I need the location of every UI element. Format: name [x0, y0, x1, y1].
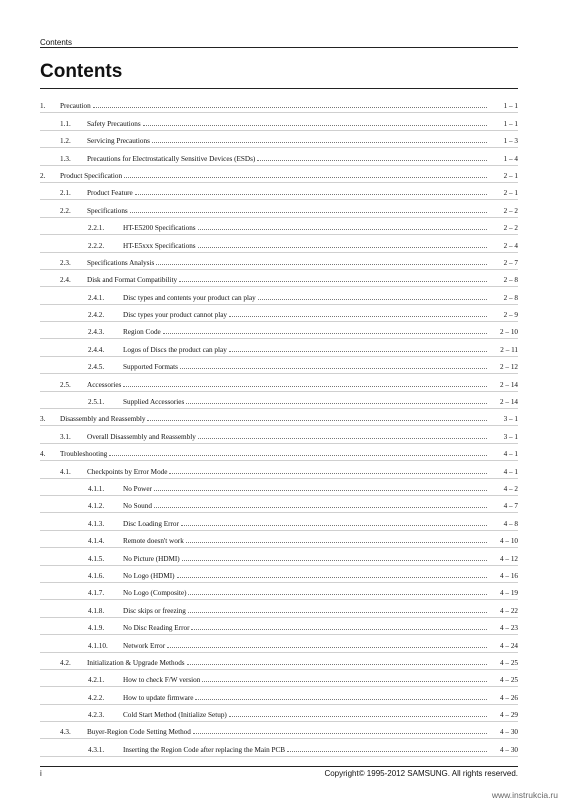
toc-entry-page: 2 – 14: [500, 398, 518, 407]
toc-dot-leader: [188, 594, 487, 595]
toc-entry-title: Disc Loading Error: [123, 519, 179, 528]
toc-entry-number: 2.5.: [60, 380, 71, 389]
toc-entry-number: 4.1.6.: [88, 571, 105, 580]
toc-entry-title: Initialization & Upgrade Methods: [87, 658, 185, 667]
toc-entry-number: 2.4.2.: [88, 311, 105, 320]
toc-entry-number: 4.2.: [60, 658, 71, 667]
page-title: Contents: [40, 61, 123, 82]
toc-entry-page: 4 – 25: [500, 658, 518, 667]
toc-entry-number: 4.3.: [60, 728, 71, 737]
toc-entry[interactable]: [40, 635, 518, 652]
toc-entry-number: 2.2.1.: [88, 224, 105, 233]
toc-entry[interactable]: [40, 166, 518, 183]
toc-entry-title: Buyer-Region Code Setting Method: [87, 728, 191, 737]
toc-entry[interactable]: [40, 270, 518, 287]
toc-entry-title: Safety Precautions: [87, 119, 141, 128]
toc-entry-number: 4.1.10.: [88, 641, 108, 650]
toc-entry-title: Remote doesn't work: [123, 537, 184, 546]
toc-entry-title: Disk and Format Compatibility: [87, 276, 178, 285]
toc-entry-title: No Logo (HDMI): [123, 571, 175, 580]
toc-entry[interactable]: [40, 131, 518, 148]
toc-dot-leader: [167, 647, 487, 648]
toc-entry-number: 2.4.3.: [88, 328, 105, 337]
toc-entry-number: 1.1.: [60, 119, 71, 128]
toc-dot-leader: [181, 525, 487, 526]
toc-dot-leader: [124, 177, 487, 178]
toc-entry-page: 2 – 8: [503, 276, 518, 285]
toc-entry-page: 4 – 2: [503, 484, 518, 493]
toc-entry-page: 2 – 4: [503, 241, 518, 250]
toc-entry-number: 3.: [40, 415, 46, 424]
toc-entry-title: Cold Start Method (Initialize Setup): [123, 711, 227, 720]
toc-entry-title: Specifications Analysis: [87, 258, 155, 267]
toc-dot-leader: [193, 733, 487, 734]
footer-copyright: Copyright© 1995-2012 SAMSUNG. All rights reserved.: [324, 769, 518, 778]
toc-entry[interactable]: [40, 218, 518, 235]
toc-entry-page: 2 – 12: [500, 363, 518, 372]
toc-entry-page: 4 – 30: [500, 728, 518, 737]
toc-dot-leader: [198, 229, 487, 230]
toc-dot-leader: [154, 507, 487, 508]
toc-entry-page: 4 – 22: [500, 606, 518, 615]
toc-entry-page: 1 – 1: [503, 119, 518, 128]
toc-entry-page: 2 – 11: [500, 345, 518, 354]
toc-dot-leader: [123, 386, 487, 387]
toc-entry-title: Checkpoints by Error Mode: [87, 467, 168, 476]
toc-dot-leader: [156, 264, 487, 265]
toc-entry-page: 4 – 29: [500, 711, 518, 720]
toc-entry[interactable]: [40, 548, 518, 565]
toc-entry-number: 4.2.3.: [88, 711, 105, 720]
toc-entry-title: HT-E5xxx Specifications: [123, 241, 196, 250]
toc-entry[interactable]: [40, 183, 518, 200]
toc-entry-title: Accessories: [87, 380, 122, 389]
toc-entry-number: 2.1.: [60, 189, 71, 198]
toc-entry-title: Logos of Discs the product can play: [123, 345, 227, 354]
toc-entry-title: Disc types your product cannot play: [123, 311, 227, 320]
toc-entry[interactable]: [40, 583, 518, 600]
toc-dot-leader: [179, 281, 487, 282]
toc-entry-title: Precaution: [60, 102, 91, 111]
toc-entry-page: 3 – 1: [503, 415, 518, 424]
toc-entry[interactable]: [40, 235, 518, 252]
toc-entry-page: 4 – 26: [500, 693, 518, 702]
toc-entry-number: 4.2.1.: [88, 676, 105, 685]
toc-entry[interactable]: [40, 687, 518, 704]
toc-entry-title: No Picture (HDMI): [123, 554, 180, 563]
toc-dot-leader: [180, 368, 487, 369]
toc-entry-page: 1 – 1: [503, 102, 518, 111]
toc-entry-title: Network Error: [123, 641, 166, 650]
toc-entry[interactable]: [40, 618, 518, 635]
toc-entry-title: Region Code: [123, 328, 161, 337]
toc-entry-page: 2 – 10: [500, 328, 518, 337]
toc-entry-title: Specifications: [87, 206, 128, 215]
toc-entry-title: No Logo (Composite): [123, 589, 187, 598]
toc-entry[interactable]: [40, 113, 518, 130]
table-of-contents: [40, 96, 518, 757]
toc-entry-page: 1 – 4: [503, 154, 518, 163]
toc-dot-leader: [229, 716, 487, 717]
toc-entry-title: How to check F/W version: [123, 676, 201, 685]
toc-entry-title: How to update firmware: [123, 693, 194, 702]
toc-entry[interactable]: [40, 496, 518, 513]
toc-entry-number: 4.1.8.: [88, 606, 105, 615]
toc-entry-page: 4 – 1: [503, 450, 518, 459]
toc-dot-leader: [198, 247, 487, 248]
toc-entry[interactable]: [40, 722, 518, 739]
toc-dot-leader: [163, 333, 487, 334]
toc-dot-leader: [152, 142, 487, 143]
toc-entry[interactable]: [40, 409, 518, 426]
toc-entry-title: Supplied Accessories: [123, 398, 185, 407]
toc-entry-number: 4.1.2.: [88, 502, 105, 511]
toc-entry[interactable]: [40, 513, 518, 530]
toc-dot-leader: [135, 194, 487, 195]
toc-entry-number: 2.4.1.: [88, 293, 105, 302]
toc-entry-page: 3 – 1: [503, 432, 518, 441]
toc-entry-page: 4 – 25: [500, 676, 518, 685]
toc-entry-number: 4.2.2.: [88, 693, 105, 702]
toc-entry[interactable]: [40, 200, 518, 217]
toc-entry-title: No Power: [123, 484, 152, 493]
toc-dot-leader: [287, 751, 487, 752]
toc-entry-page: 4 – 19: [500, 589, 518, 598]
title-divider: [40, 88, 518, 89]
toc-dot-leader: [258, 299, 487, 300]
toc-entry-page: 2 – 2: [503, 224, 518, 233]
toc-entry-title: HT-E5200 Specifications: [123, 224, 196, 233]
toc-entry-number: 2.2.: [60, 206, 71, 215]
toc-entry-number: 1.3.: [60, 154, 71, 163]
toc-entry[interactable]: [40, 287, 518, 304]
toc-entry[interactable]: [40, 705, 518, 722]
toc-entry-number: 3.1.: [60, 432, 71, 441]
toc-dot-leader: [169, 473, 487, 474]
footer-divider: [40, 766, 518, 767]
toc-entry-number: 2.4.4.: [88, 345, 105, 354]
toc-entry-number: 2.5.1.: [88, 398, 105, 407]
toc-entry-page: 2 – 2: [503, 206, 518, 215]
toc-entry[interactable]: [40, 96, 518, 113]
toc-entry[interactable]: [40, 670, 518, 687]
toc-entry[interactable]: [40, 479, 518, 496]
toc-entry-number: 2.: [40, 171, 46, 180]
toc-entry-page: 2 – 1: [503, 171, 518, 180]
toc-dot-leader: [147, 420, 487, 421]
toc-entry-page: 2 – 8: [503, 293, 518, 302]
toc-entry-title: Product Specification: [60, 171, 123, 180]
toc-dot-leader: [154, 490, 487, 491]
toc-entry-title: Supported Formats: [123, 363, 178, 372]
toc-entry[interactable]: [40, 600, 518, 617]
toc-entry[interactable]: [40, 444, 518, 461]
toc-entry-number: 4.3.1.: [88, 745, 105, 754]
toc-entry-page: 4 – 24: [500, 641, 518, 650]
toc-entry-number: 2.2.2.: [88, 241, 105, 250]
toc-entry-title: Disassembly and Reassembly: [60, 415, 146, 424]
toc-dot-leader: [229, 351, 487, 352]
toc-entry[interactable]: [40, 148, 518, 165]
toc-entry-page: 2 – 1: [503, 189, 518, 198]
toc-entry[interactable]: [40, 653, 518, 670]
toc-entry-number: 2.3.: [60, 258, 71, 267]
toc-dot-leader: [191, 629, 487, 630]
toc-entry-title: Precautions for Electrostatically Sensitive Devices (ESDs): [87, 154, 256, 163]
toc-dot-leader: [177, 577, 487, 578]
watermark: www.instrukcia.ru: [491, 790, 558, 800]
toc-entry[interactable]: [40, 739, 518, 756]
toc-dot-leader: [195, 699, 487, 700]
toc-dot-leader: [109, 455, 487, 456]
toc-entry-title: Servicing Precautions: [87, 137, 150, 146]
toc-dot-leader: [257, 160, 487, 161]
toc-entry-page: 2 – 9: [503, 311, 518, 320]
toc-dot-leader: [198, 438, 487, 439]
toc-entry-title: Disc skips or freezing: [123, 606, 186, 615]
toc-entry[interactable]: [40, 461, 518, 478]
toc-dot-leader: [187, 664, 487, 665]
toc-entry-number: 4.1.7.: [88, 589, 105, 598]
toc-entry[interactable]: [40, 253, 518, 270]
toc-entry[interactable]: [40, 374, 518, 391]
toc-dot-leader: [130, 212, 487, 213]
toc-entry-page: 4 – 23: [500, 624, 518, 633]
toc-entry-title: No Disc Reading Error: [123, 624, 190, 633]
footer-page-number: i: [40, 769, 42, 778]
toc-entry-number: 4.1.4.: [88, 537, 105, 546]
toc-entry-page: 2 – 7: [503, 258, 518, 267]
toc-entry-title: No Sound: [123, 502, 152, 511]
header-divider: [40, 47, 518, 48]
toc-dot-leader: [186, 542, 487, 543]
toc-dot-leader: [143, 125, 487, 126]
toc-dot-leader: [93, 107, 487, 108]
toc-entry-title: Disc types and contents your product can play: [123, 293, 256, 302]
toc-entry[interactable]: [40, 357, 518, 374]
toc-entry[interactable]: [40, 305, 518, 322]
toc-entry-page: 4 – 16: [500, 571, 518, 580]
toc-entry[interactable]: [40, 426, 518, 443]
toc-dot-leader: [188, 612, 487, 613]
toc-entry[interactable]: [40, 339, 518, 356]
running-header: Contents: [40, 38, 73, 47]
toc-entry-number: 4.1.5.: [88, 554, 105, 563]
toc-entry-page: 4 – 8: [503, 519, 518, 528]
toc-entry-title: Product Feature: [87, 189, 133, 198]
toc-entry-title: Overall Disassembly and Reassembly: [87, 432, 196, 441]
toc-entry[interactable]: [40, 322, 518, 339]
toc-entry-number: 2.4.5.: [88, 363, 105, 372]
toc-entry-number: 4.1.1.: [88, 484, 105, 493]
toc-entry[interactable]: [40, 566, 518, 583]
toc-entry-page: 4 – 1: [503, 467, 518, 476]
toc-entry-page: 2 – 14: [500, 380, 518, 389]
toc-entry-number: 4.: [40, 450, 46, 459]
toc-entry-number: 1.2.: [60, 137, 71, 146]
toc-entry[interactable]: [40, 531, 518, 548]
toc-entry-number: 1.: [40, 102, 46, 111]
toc-entry-number: 4.1.3.: [88, 519, 105, 528]
toc-entry-number: 2.4.: [60, 276, 71, 285]
toc-entry-title: Troubleshooting: [60, 450, 108, 459]
toc-dot-leader: [186, 403, 487, 404]
toc-entry-number: 4.1.: [60, 467, 71, 476]
toc-dot-leader: [202, 681, 487, 682]
toc-entry-page: 4 – 12: [500, 554, 518, 563]
toc-entry-page: 4 – 7: [503, 502, 518, 511]
toc-entry-number: 4.1.9.: [88, 624, 105, 633]
toc-entry-page: 4 – 30: [500, 745, 518, 754]
toc-entry-page: 1 – 3: [503, 137, 518, 146]
toc-entry[interactable]: [40, 392, 518, 409]
toc-dot-leader: [182, 560, 487, 561]
toc-entry-page: 4 – 10: [500, 537, 518, 546]
toc-entry-title: Inserting the Region Code after replacing the Main PCB: [123, 745, 286, 754]
toc-dot-leader: [229, 316, 487, 317]
